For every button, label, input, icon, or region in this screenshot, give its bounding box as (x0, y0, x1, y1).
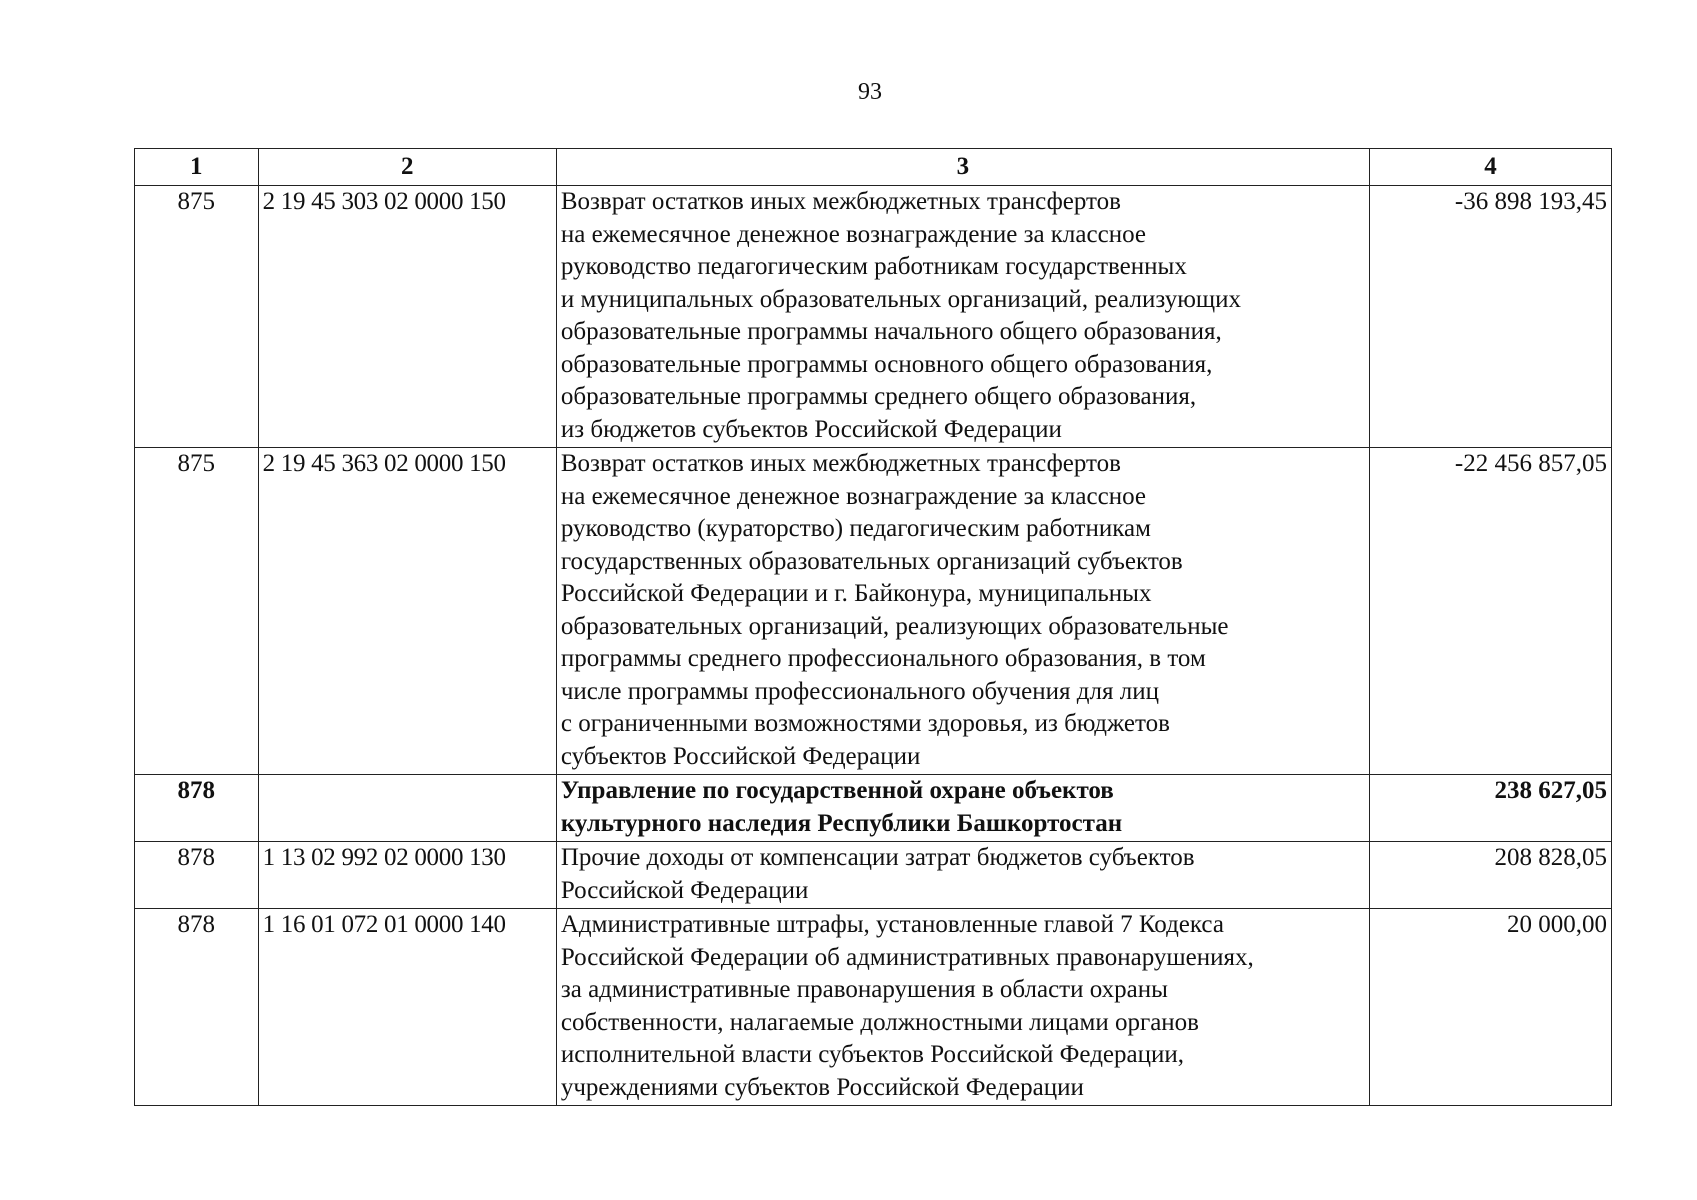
income-name-line: государственных образовательных организаций субъектов (560, 547, 1183, 575)
income-name-line: образовательные программы начального общего образования, (560, 318, 1222, 345)
income-name-line: на ежемесячное денежное вознаграждение за классное (560, 482, 1146, 510)
page-number: 93 (858, 79, 882, 105)
income-name-cell (556, 186, 1369, 448)
revenue-table (134, 148, 1612, 1106)
income-name-line: культурного наследия Республики Башкортостан (560, 809, 1123, 837)
admin-code-cell: 878 (135, 775, 259, 842)
income-name-line: образовательные программы среднего общего образования, (560, 383, 1197, 410)
admin-code-cell: 878 (135, 909, 259, 1106)
income-name-line: Российской Федерации (560, 876, 809, 904)
budget-code-cell (258, 775, 556, 842)
income-name-line: исполнительной власти субъектов Российской Федерации, (560, 1041, 1185, 1068)
admin-code-cell: 875 (135, 448, 259, 775)
income-name-line: субъектов Российской Федерации (560, 742, 921, 770)
income-name-line: программы среднего профессионального образования, в том (560, 645, 1206, 672)
header-col-3: 3 (556, 149, 1369, 186)
table-body (135, 186, 1612, 1106)
table-row (135, 775, 1612, 842)
header-col-4: 4 (1369, 149, 1611, 186)
income-name-line: учреждениями субъектов Российской Федерации (560, 1073, 1084, 1101)
budget-code-cell: 2 19 45 363 02 0000 150 (258, 448, 556, 775)
income-name-line: образовательных организаций, реализующих образовательные (560, 612, 1229, 640)
table-row (135, 186, 1612, 448)
table-row (135, 448, 1612, 775)
header-col-1: 1 (135, 149, 259, 186)
income-name-line: собственности, налагаемые должностными лицами органов (560, 1008, 1199, 1036)
income-name-line: Возврат остатков иных межбюджетных трансфертов (560, 188, 1121, 215)
income-name-line: Административные штрафы, установленные главой 7 Кодекса (560, 911, 1224, 938)
header-col-2: 2 (258, 149, 556, 186)
income-name-cell (556, 448, 1369, 775)
amount-cell: 238 627,05 (1369, 775, 1611, 842)
table-row (135, 842, 1612, 909)
income-name-cell (556, 775, 1369, 842)
income-name-line: за административные правонарушения в области охраны (560, 976, 1168, 1003)
income-name-cell (556, 842, 1369, 909)
income-name-line: руководство (кураторство) педагогическим работникам (560, 515, 1151, 542)
income-name-line: образовательные программы основного общего образования, (560, 350, 1213, 378)
amount-cell: -36 898 193,45 (1369, 186, 1611, 448)
income-name-line: Возврат остатков иных межбюджетных трансфертов (560, 450, 1121, 477)
income-name-line: Российской Федерации и г. Байконура, муниципальных (560, 580, 1152, 607)
income-name-line: с ограниченными возможностями здоровья, из бюджетов (560, 710, 1170, 737)
income-name-line: руководство педагогическим работникам государственных (560, 253, 1187, 280)
income-name-line: Российской Федерации об административных правонарушениях, (560, 943, 1254, 971)
budget-code-cell: 1 13 02 992 02 0000 130 (258, 842, 556, 909)
income-name-cell (556, 909, 1369, 1106)
amount-cell: 208 828,05 (1369, 842, 1611, 909)
income-name-line: Управление по государственной охране объектов (560, 777, 1114, 804)
income-name-line: числе программы профессионального обучения для лиц (560, 677, 1159, 705)
admin-code-cell: 875 (135, 186, 259, 448)
table-header-row (135, 149, 1612, 186)
income-name-line: Прочие доходы от компенсации затрат бюджетов субъектов (560, 844, 1195, 871)
budget-code-cell: 2 19 45 303 02 0000 150 (258, 186, 556, 448)
income-name-line: из бюджетов субъектов Российской Федерации (560, 415, 1062, 443)
admin-code-cell: 878 (135, 842, 259, 909)
table-row (135, 909, 1612, 1106)
amount-cell: -22 456 857,05 (1369, 448, 1611, 775)
amount-cell: 20 000,00 (1369, 909, 1611, 1106)
income-name-line: и муниципальных образовательных организаций, реализующих (560, 285, 1242, 313)
income-name-line: на ежемесячное денежное вознаграждение за классное (560, 220, 1146, 248)
budget-code-cell: 1 16 01 072 01 0000 140 (258, 909, 556, 1106)
